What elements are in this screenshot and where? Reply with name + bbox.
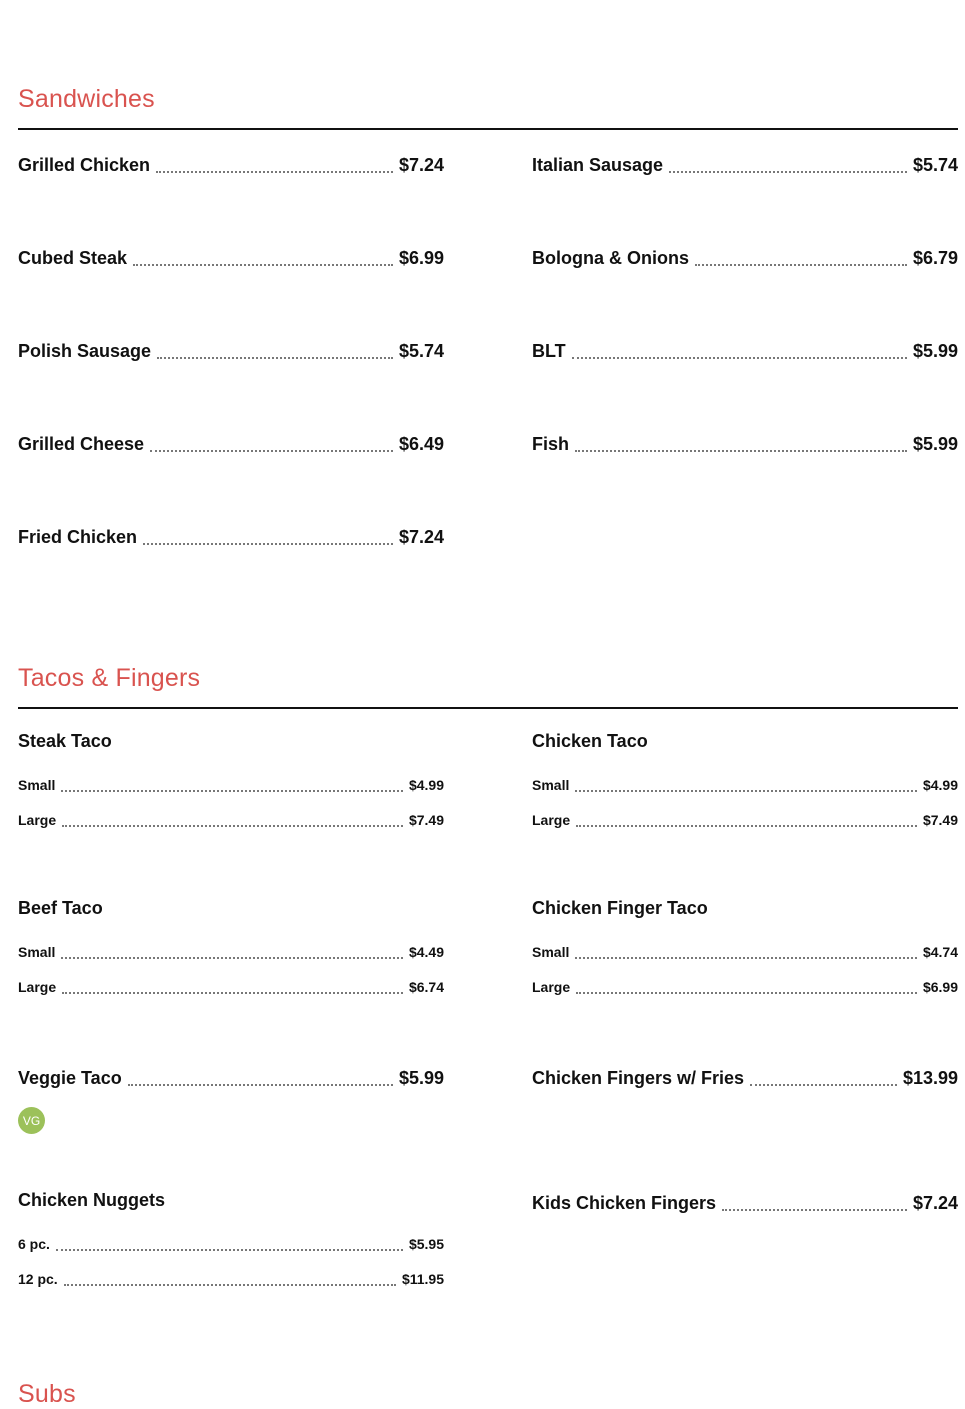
section-divider (18, 128, 958, 130)
menu-item (532, 430, 958, 456)
dot-leader (576, 811, 917, 827)
item-name-chicken-finger-taco: Chicken Finger Taco (532, 898, 708, 918)
dot-leader (750, 1066, 897, 1086)
size-option (18, 976, 444, 998)
dot-leader (64, 1270, 396, 1286)
item-name: BLT (532, 341, 566, 361)
size-price: $4.49 (408, 944, 444, 960)
menu-item (18, 244, 444, 270)
dot-leader (150, 432, 393, 452)
size-label: 6 pc. (18, 1236, 50, 1252)
size-option (18, 1268, 444, 1290)
dot-leader (722, 1191, 907, 1211)
item-price: $7.24 (398, 155, 444, 175)
size-label: Small (532, 944, 570, 960)
size-label: Small (18, 944, 56, 960)
menu-item (18, 1064, 444, 1090)
item-price: $7.24 (912, 1193, 958, 1213)
item-name: Grilled Cheese (18, 434, 145, 454)
vegan-badge-icon: VG (18, 1107, 45, 1134)
dot-leader (669, 153, 907, 173)
size-price: $4.99 (408, 777, 444, 793)
size-price: $6.74 (408, 979, 444, 995)
size-option (18, 941, 444, 963)
dot-leader (133, 246, 393, 266)
size-label: Small (532, 777, 570, 793)
item-price: $5.99 (398, 1068, 444, 1088)
size-price: $7.49 (922, 812, 958, 828)
size-price: $11.95 (401, 1271, 444, 1287)
size-label: Large (18, 812, 57, 828)
dot-leader (575, 776, 917, 792)
section-title-subs: Subs (18, 1380, 76, 1408)
menu-item (532, 1064, 958, 1090)
item-name-beef-taco: Beef Taco (18, 898, 103, 918)
item-price: $5.74 (912, 155, 958, 175)
dot-leader (128, 1066, 393, 1086)
size-option (532, 774, 958, 796)
size-price: $6.99 (922, 979, 958, 995)
item-name: Veggie Taco (18, 1068, 122, 1088)
size-label: 12 pc. (18, 1271, 58, 1287)
size-option (18, 774, 444, 796)
menu-item (18, 430, 444, 456)
item-price: $7.24 (398, 527, 444, 547)
size-option (18, 1233, 444, 1255)
item-price: $13.99 (902, 1068, 958, 1088)
size-label: Small (18, 777, 56, 793)
item-name: Italian Sausage (532, 155, 664, 175)
menu-item (18, 337, 444, 363)
item-name-chicken-nuggets: Chicken Nuggets (18, 1190, 166, 1210)
menu-item (532, 337, 958, 363)
item-name: Fried Chicken (18, 527, 138, 547)
dot-leader (62, 978, 403, 994)
dot-leader (62, 811, 403, 827)
size-option (18, 809, 444, 831)
size-label: Large (532, 812, 571, 828)
size-price: $4.74 (922, 944, 958, 960)
menu-item (532, 151, 958, 177)
section-title-tacos-fingers: Tacos & Fingers (18, 664, 201, 692)
item-name: Chicken Fingers w/ Fries (532, 1068, 745, 1088)
item-price: $6.79 (912, 248, 958, 268)
size-option (532, 809, 958, 831)
dot-leader (156, 153, 393, 173)
item-price: $6.99 (398, 248, 444, 268)
dot-leader (576, 978, 917, 994)
item-name-steak-taco: Steak Taco (18, 731, 112, 751)
item-price: $6.49 (398, 434, 444, 454)
dot-leader (575, 432, 907, 452)
item-price: $5.74 (398, 341, 444, 361)
size-label: Large (532, 979, 571, 995)
size-label: Large (18, 979, 57, 995)
item-name: Polish Sausage (18, 341, 152, 361)
item-name: Bologna & Onions (532, 248, 689, 268)
item-name-chicken-taco: Chicken Taco (532, 731, 648, 751)
size-option (532, 941, 958, 963)
section-title-sandwiches: Sandwiches (18, 85, 155, 113)
menu-item (532, 1189, 958, 1215)
dot-leader (143, 525, 393, 545)
dot-leader (572, 339, 907, 359)
dot-leader (695, 246, 907, 266)
size-price: $7.49 (408, 812, 444, 828)
menu-item (18, 151, 444, 177)
item-name: Fish (532, 434, 570, 454)
item-price: $5.99 (912, 341, 958, 361)
size-option (532, 976, 958, 998)
dot-leader (575, 943, 917, 959)
dot-leader (56, 1235, 403, 1251)
item-name: Grilled Chicken (18, 155, 151, 175)
menu-item (532, 244, 958, 270)
menu-item (18, 523, 444, 549)
dot-leader (61, 943, 403, 959)
dot-leader (157, 339, 393, 359)
dot-leader (61, 776, 403, 792)
size-price: $5.95 (408, 1236, 444, 1252)
size-price: $4.99 (922, 777, 958, 793)
item-price: $5.99 (912, 434, 958, 454)
item-name: Kids Chicken Fingers (532, 1193, 717, 1213)
item-name: Cubed Steak (18, 248, 128, 268)
section-divider (18, 707, 958, 709)
